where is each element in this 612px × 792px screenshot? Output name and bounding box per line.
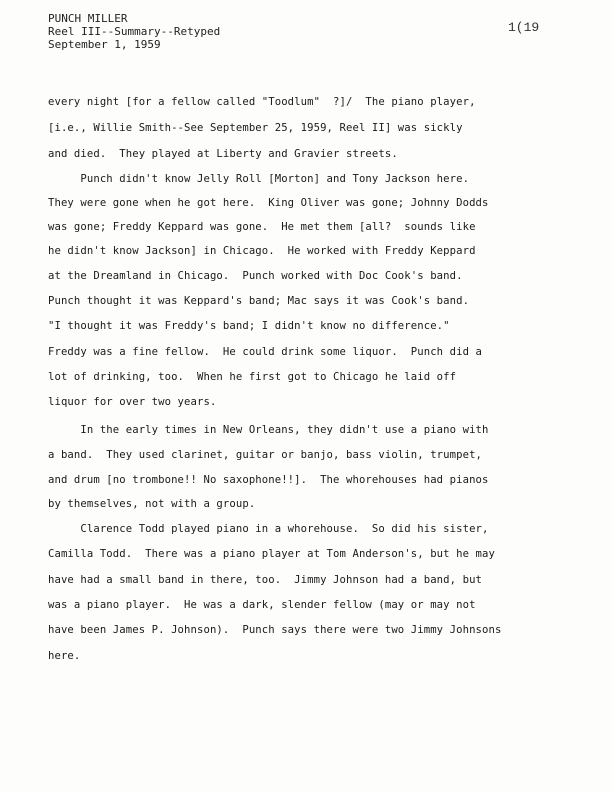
text-line: Punch didn't know Jelly Roll [Morton] and Tony Jackson here. — [48, 173, 470, 185]
text-line: Freddy was a fine fellow. He could drink some liquor. Punch did a — [48, 346, 483, 358]
text-line: lot of drinking, too. When he first got to Chicago he laid off — [48, 371, 457, 383]
text-line: Camilla Todd. There was a piano player at Tom Anderson's, but he may — [48, 548, 495, 560]
text-line: have had a small band in there, too. Jimmy Johnson had a band, but — [48, 574, 483, 586]
text-line: and drum [no trombone!! No saxophone!!]. The whorehouses had pianos — [48, 474, 489, 486]
text-line: Punch thought it was Keppard's band; Mac says it was Cook's band. — [48, 295, 470, 307]
text-line: In the early times in New Orleans, they didn't use a piano with — [48, 424, 489, 436]
text-line: every night [for a fellow called "Toodlum" ?]/ The piano player, — [48, 96, 476, 108]
text-line: at the Dreamland in Chicago. Punch worked with Doc Cook's band. — [48, 270, 463, 282]
header-reel: Reel III--Summary--Retyped — [48, 25, 221, 38]
header-date: September 1, 1959 — [48, 38, 161, 51]
text-line: he didn't know Jackson] in Chicago. He worked with Freddy Keppard — [48, 245, 476, 257]
text-line: They were gone when he got here. King Oliver was gone; Johnny Dodds — [48, 197, 489, 209]
text-line: by themselves, not with a group. — [48, 498, 256, 510]
text-line: [i.e., Willie Smith--See September 25, 1959, Reel II] was sickly — [48, 122, 463, 134]
page-number: 1(19 — [508, 20, 540, 35]
text-line: here. — [48, 650, 81, 662]
text-line: "I thought it was Freddy's band; I didn't know no difference." — [48, 320, 450, 332]
header-name: PUNCH MILLER — [48, 12, 128, 25]
text-line: Clarence Todd played piano in a whorehouse. So did his sister, — [48, 523, 489, 535]
text-line: and died. They played at Liberty and Gravier streets. — [48, 148, 398, 160]
text-line: a band. They used clarinet, guitar or banjo, bass violin, trumpet, — [48, 449, 483, 461]
document-header — [48, 12, 220, 51]
text-line: was a piano player. He was a dark, slender fellow (may or may not — [48, 599, 476, 611]
text-line: have been James P. Johnson). Punch says there were two Jimmy Johnsons — [48, 624, 502, 636]
text-line: liquor for over two years. — [48, 396, 217, 408]
text-line: was gone; Freddy Keppard was gone. He met them [all? sounds like — [48, 221, 476, 233]
